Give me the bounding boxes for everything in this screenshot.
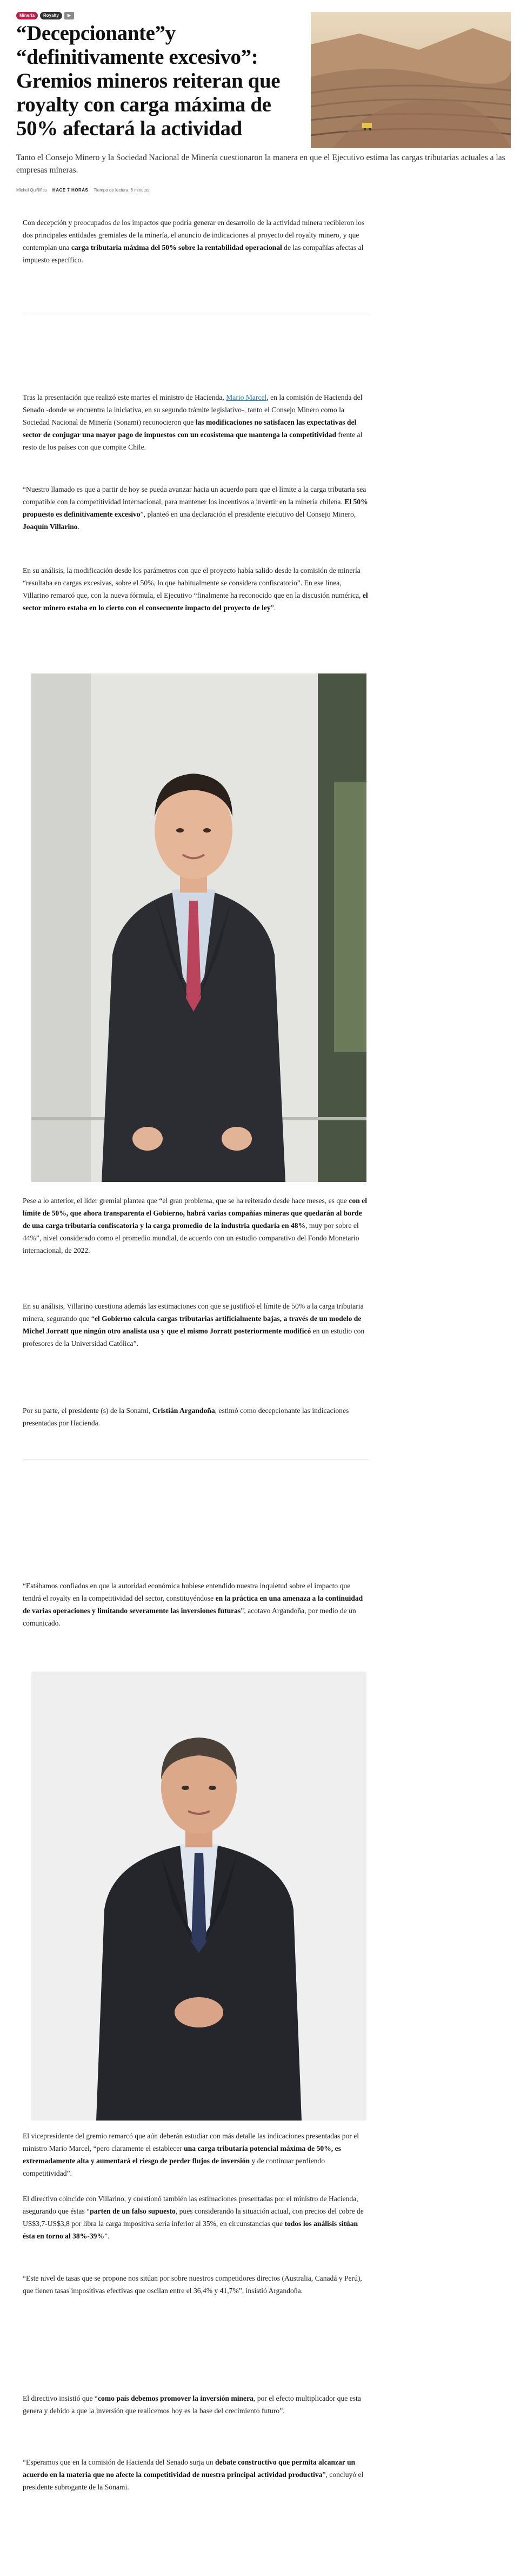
paragraph-12 <box>23 2392 369 2417</box>
text: “Estábamos confiados en que la autoridad económica hubiese entendido nuestra inquietud sobre el impacto que tendrá el royalty en la competitividad del sector, constituyéndose <box>23 1582 351 1602</box>
paragraph-8 <box>23 1580 369 1629</box>
reading-time: Tiempo de lectura: 6 minutos <box>94 188 150 193</box>
bold-text: con el límite de 50%, que ahora transparenta el Gobierno, habrá varias compañías mineras que quedarán al borde de una carga tributaria confiscatoria y la carga promedio de la industria quedaría en 48% <box>23 1197 367 1230</box>
text: en un estudio con profesores de la Universidad Católica”. <box>23 1327 365 1348</box>
text: de las compañías afectas al impuesto específico. <box>23 243 364 264</box>
bold-text: como país debemos promover la inversión minera <box>97 2394 254 2402</box>
tag-list <box>16 12 74 19</box>
text: El directivo insistió que “ <box>23 2394 98 2402</box>
bold-text: una carga tributaria potencial máxima de 50%, es extremadamente alta y aumentará el riesgo de perder flujos de inversión <box>23 2144 341 2165</box>
paragraph-9 <box>23 2130 369 2179</box>
text: En su análisis, Villarino cuestiona además las estimaciones con que se justificó el límite de 50% a la carga tributaria minera, segurando que “ <box>23 1302 364 1323</box>
bold-text: debate constructivo que permita alcanzar un acuerdo en la materia que no afecte la competitividad de nuestra principal actividad productiva <box>23 2458 356 2479</box>
bold-text: el sector minero estaba en lo cierto con el consecuente impacto del proyecto de ley <box>23 591 368 612</box>
paragraph-13 <box>23 2456 369 2493</box>
text: , muy por sobre el 44%”, nivel considerado como el promedio mundial, de acuerdo con un estudio comparativo del Fondo Monetario internacional, de 2022. <box>23 1221 359 1254</box>
bold-text: las modificaciones no satisfacen las expectativas del sector de conjugar una mayor pago de impuestos con un ecosistema que mantenga la competitividad <box>23 418 357 439</box>
paragraph-5 <box>23 1194 369 1257</box>
person-portrait-illustration <box>31 1672 366 2121</box>
text: En su análisis, la modificación desde los parámetros con que el proyecto había salido desde la comisión de minería “resultaba en cargas excesivas, sobre el 50%, lo que habitualmente se considera confiscatorio”. En ese línea, Villarino remarcó que, con la nueva fórmula, el Ejecutivo “finalmente ha reconocido que en la discusión numérica, <box>23 566 363 599</box>
paragraph-4 <box>23 564 369 614</box>
hero-image-mine <box>311 12 511 148</box>
text: “Nuestro llamado es que a partir de hoy se pueda avanzar hacia un acuerdo para que el límite a la carga tributaria sea compatible con la competitividad internacional, para mantener los incentivos a invertir en la minería chilena. <box>23 485 366 506</box>
text: Por su parte, el presidente (s) de la Sonami, <box>23 1406 152 1415</box>
text: “Este nivel de tasas que se propone nos sitúan por sobre nuestros competidores directos (Australia, Canadá y Perú), que tienen tasas impositivas efectivas que oscilan entre el 36,4% y 41,7%”, insistió Argandoña. <box>23 2274 362 2295</box>
bold-text: en la práctica en una amenaza a la continuidad de varias operaciones y limitando severamente las inversiones futuras <box>23 1594 363 1615</box>
bold-text: el Gobierno calcula cargas tributarias artificialmente bajas, a través de un modelo de Michel Jorratt que ningún otro analista usa y que el mismo Jorratt posteriormente modificó <box>23 1315 362 1335</box>
bold-text: El 50% propuesto es definitivamente excesivo <box>23 498 368 518</box>
bold-text: carga tributaria máxima del 50% sobre la rentabilidad operacional <box>71 243 282 252</box>
text: ”, planteó en una declaración el presidente ejecutivo del Consejo Minero, <box>140 510 356 518</box>
text: El directivo coincide con Villarino, y cuestionó también las estimaciones presentadas por el ministro de Hacienda, asegurando que éstas “ <box>23 2195 358 2215</box>
byline <box>16 188 149 193</box>
text: , pues considerando la situación actual, con precios del cobre de US$3,7-US$3,8 por libra la carga impositiva sería inferior al 35%, en circunstancias que <box>23 2207 364 2228</box>
link-mario-marcel[interactable]: Mario Marcel <box>226 393 267 401</box>
text: . <box>77 523 80 531</box>
paragraph-2 <box>23 391 369 453</box>
text: ”. <box>104 2232 110 2240</box>
text: “Esperamos que en la comisión de Hacienda del Senado surja un <box>23 2458 215 2466</box>
text: ”, acotavo Argandoña, por medio de un comunicado. <box>23 1607 356 1627</box>
paragraph-10 <box>23 2192 369 2242</box>
article-header <box>16 12 511 193</box>
headline: “Decepcionante”y “definitivamente excesivo”: Gremios mineros reiteran que royalty con carga máxima de 50% afectará la actividad <box>16 22 281 140</box>
text: ”, concluyó el presidente subrogante de la Sonami. <box>23 2471 364 2491</box>
tag-royalty[interactable]: Royalty <box>40 12 62 19</box>
text: Pese a lo anterior, el líder gremial plantea que “el gran problema, que se ha reiterado desde hace meses, es que <box>23 1197 349 1205</box>
publish-time: HACE 7 HORAS <box>52 188 89 193</box>
bold-text: parten de un falso supuesto <box>90 2207 176 2215</box>
text: , por el efecto multiplicador que esta genera y debido a que la inversión que realicemos hoy es la base del crecimiento futuro”. <box>23 2394 361 2415</box>
text: El vicepresidente del gremio remarcó que aún deberán estudiar con más detalle las indicaciones presentadas por el ministro Mario Marcel, “pero claramente el establecer <box>23 2132 359 2152</box>
paragraph-6 <box>23 1300 369 1350</box>
tag-mineria[interactable]: Minería <box>16 12 38 19</box>
author-name[interactable]: Michel Quiñiñes <box>16 188 47 193</box>
play-icon[interactable]: ▶ <box>64 12 74 19</box>
bold-text: Joaquín Villarino <box>23 523 78 531</box>
person-portrait-illustration <box>31 673 366 1182</box>
text: Con decepción y preocupados de los impactos que podría generar en desarrollo de la actividad minera recibieron los dos principales entidades gremiales de la minería, el anuncio de indicaciones al proyecto del royalty minero, y que contemplan una <box>23 219 365 252</box>
text: Tras la presentación que realizó este martes el ministro de Hacienda, <box>23 393 226 401</box>
text: frente al resto de los países con que compite Chile. <box>23 431 363 451</box>
bold-text: todos los análisis sitúan ésta en torno al 38%-39% <box>23 2220 358 2240</box>
paragraph-11 <box>23 2272 369 2297</box>
text: ”. <box>270 604 276 612</box>
lead-paragraph: Tanto el Consejo Minero y la Sociedad Nacional de Minería cuestionaron la manera en que el Ejecutivo estima las cargas tributarias actuales a las empresas mineras. <box>16 153 505 175</box>
bold-text: Cristián Argandoña <box>152 1406 215 1415</box>
text: , en la comisión de Hacienda del Senado -donde se encuentra la iniciativa, en su segundo trámite legislativo-, tanto el Consejo Minero como la Sociedad Nacional de Minería (Sonami) reconocieron que <box>23 393 363 426</box>
paragraph-1 <box>23 216 369 266</box>
open-pit-mine-illustration <box>311 12 511 148</box>
text: , estimó como decepcionante las indicaciones presentadas por Hacienda. <box>23 1406 349 1427</box>
text: y de continuar perdiendo competitividad”. <box>23 2157 325 2177</box>
paragraph-3 <box>23 483 369 533</box>
photo-cristian-argandona <box>31 1672 366 2121</box>
paragraph-7 <box>23 1404 369 1429</box>
photo-joaquin-villarino <box>31 673 366 1182</box>
